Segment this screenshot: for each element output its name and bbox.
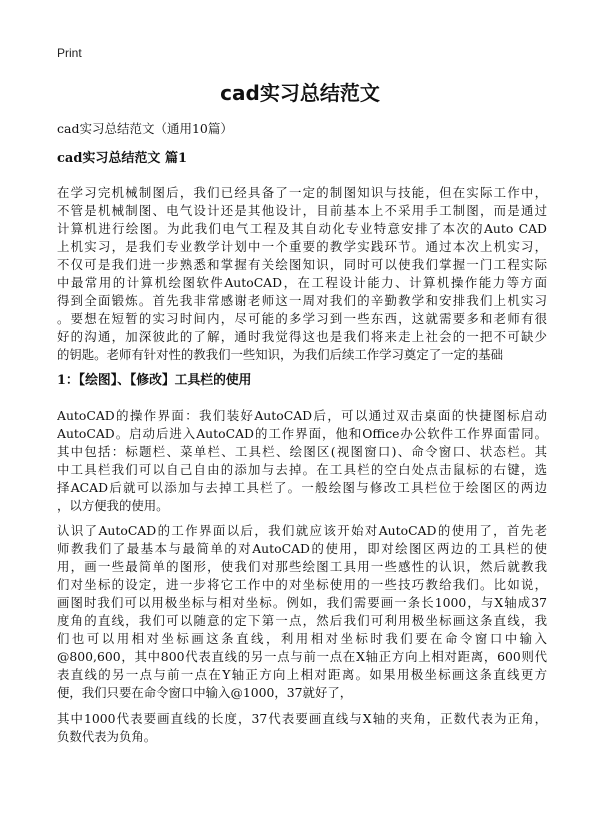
document-subtitle: cad实习总结范文（通用10篇）: [57, 121, 233, 136]
text-line: 不管是机械制图、电气设计还是其他设计，目前基本上不采用手工制图，而是通过: [57, 203, 547, 218]
text-line: 得到全面锻炼。首先我非常感谢老师这一周对我们的辛勤教学和安排我们上机实习: [57, 293, 547, 308]
document-title: cad实习总结范文: [220, 81, 380, 105]
text-line: 上机实习，是我们专业教学计划中一个重要的教学实践环节。通过本次上机实习，: [57, 239, 547, 254]
text-line: 计算机进行绘图。为此我们电气工程及其自动化专业特意安排了本次的Auto CAD: [57, 221, 547, 236]
text-line: 们对坐标的设定，进一步将它工作中的对坐标使用的一些技巧教给我们。比如说，: [57, 577, 547, 592]
text-line: 不仅可是我们进一步熟悉和掌握有关绘图知识，同时可以使我们掌握一门工程实际: [57, 257, 547, 272]
text-line: 们也可以用相对坐标画这条直线，利用相对坐标时我们要在命令窗口中输入: [57, 631, 547, 646]
text-line: 在学习完机械制图后，我们已经具备了一定的制图知识与技能，但在实际工作中，: [57, 185, 547, 200]
text-line: ，以方便我的使用。: [57, 498, 169, 513]
text-line: 表直线的另一点与前一点在Y轴正方向上相对距离。如果用极坐标画这条直线更方: [57, 667, 547, 682]
text-line: 其中1000代表要画直线的长度，37代表要画直线与X轴的夹角，正数代表为正角，: [57, 711, 547, 726]
paragraph-intro: [57, 184, 547, 364]
section-heading: cad实习总结范文 篇1: [57, 151, 188, 166]
text-line: 度角的直线，我们可以随意的定下第一点，然后我们可利用极坐标画这条直线，我: [57, 613, 547, 628]
item-heading: 1：【绘图】、【修改】工具栏的使用: [57, 373, 252, 388]
text-line: 中最常用的计算机绘图软件AutoCAD，在工程设计能力、计算机操作能力等方面: [57, 275, 547, 290]
text-line: @800,600，其中800代表直线的另一点与前一点在X轴正方向上相对距离，600则代: [57, 649, 547, 664]
print-link[interactable]: Print: [57, 46, 82, 60]
text-line: 的钥匙。老师有针对性的教我们一些知识，为我们后续工作学习奠定了一定的基础: [57, 347, 504, 362]
paragraph-coordinates: [57, 522, 547, 702]
text-line: 便，我们只要在命令窗口中输入@1000，37就好了，: [57, 685, 353, 700]
text-line: 择ACAD后就可以添加与去掉工具栏了。一般绘图与修改工具栏位于绘图区的两边: [57, 480, 547, 495]
text-line: 认识了AutoCAD的工作界面以后，我们就应该开始对AutoCAD的使用了，首先老: [57, 523, 547, 538]
text-line: AutoCAD的操作界面：我们装好AutoCAD后，可以通过双击桌面的快捷图标启动: [57, 408, 547, 423]
text-line: 。要想在短暂的实习时间内，尽可能的多学习到一些东西，这就需要多和老师有很: [57, 311, 547, 326]
text-line: 画图时我们可以用极坐标与相对坐标。例如，我们需要画一条长1000，与X轴成37: [57, 595, 547, 610]
text-line: 师教我们了最基本与最简单的对AutoCAD的使用，即对绘图区两边的工具栏的使: [57, 541, 547, 556]
text-line: 好的沟通，加深彼此的了解，通时我觉得这也是我们将来走上社会的一把不可缺少: [57, 329, 547, 344]
text-line: 负数代表为负角。: [57, 729, 157, 744]
text-line: 中工具栏我们可以自己自由的添加与去掉。在工具栏的空白处点击鼠标的右键，选: [57, 462, 547, 477]
paragraph-polar-explanation: [57, 710, 547, 746]
paragraph-interface: [57, 407, 547, 515]
text-line: 用，画一些最简单的图形，使我们对那些绘图工具用一些感性的认识，然后就教我: [57, 559, 547, 574]
text-line: AutoCAD。启动后进入AutoCAD的工作界面，他和Office办公软件工作界面雷同。: [57, 426, 547, 441]
text-line: 其中包括：标题栏、菜单栏、工具栏、绘图区(视图窗口)、命令窗口、状态栏。其: [57, 444, 547, 459]
